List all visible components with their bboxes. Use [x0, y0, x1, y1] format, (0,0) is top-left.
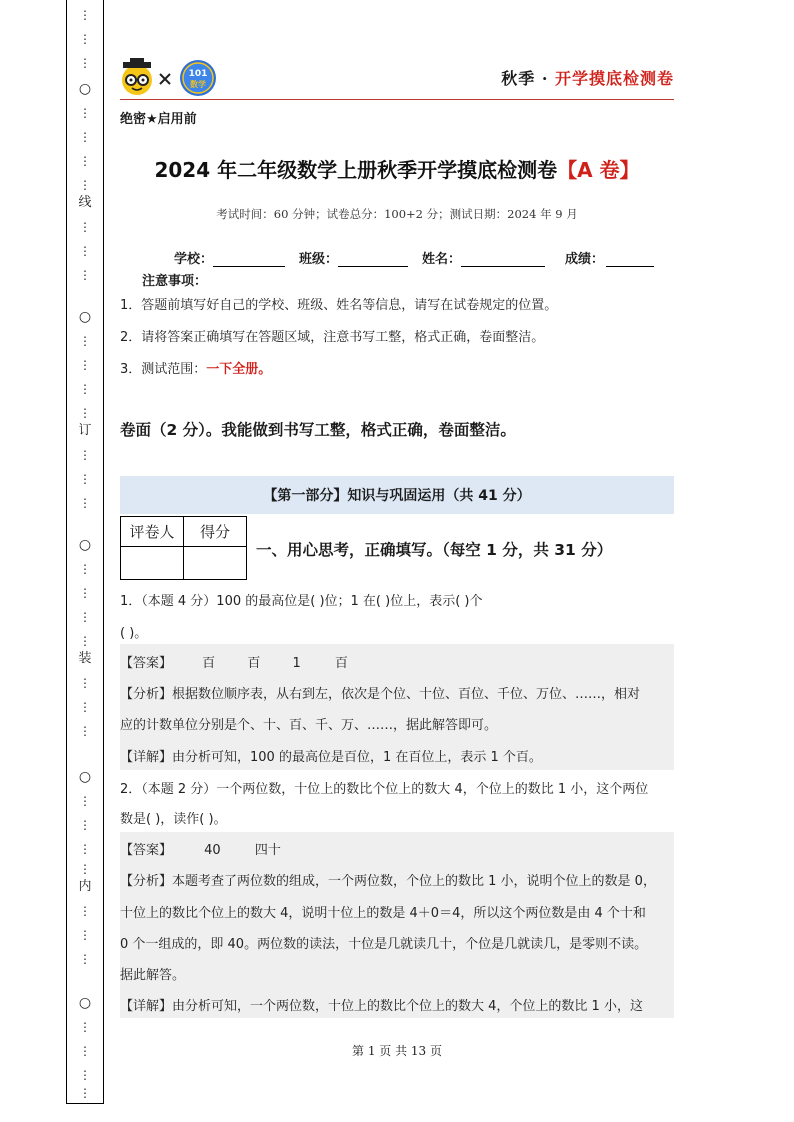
binding-dots: ⋮ [79, 952, 91, 966]
exam-subtitle: 考试时间：60 分钟；试卷总分：100+2 分；测试日期：2024 年 9 月 [216, 207, 578, 221]
notice-item-1: 1．答题前填写好自己的学校、班级、姓名等信息，请写在试卷规定的位置。 [120, 298, 558, 313]
info-score [565, 248, 654, 267]
binding-label: 内 [78, 879, 92, 894]
section-header [120, 476, 674, 514]
test-scope: 一下全册。 [206, 362, 272, 377]
binding-dots: ⋮ [79, 818, 91, 832]
binding-circle: ○ [78, 81, 92, 97]
binding-dots: ⋮ [79, 334, 91, 348]
reviewer-cell[interactable] [121, 547, 184, 580]
binding-dots: ⋮ [79, 610, 91, 624]
info-class [299, 248, 408, 267]
binding-dots: ⋮ [79, 358, 91, 372]
binding-dots: ⋮ [79, 32, 91, 46]
q2-answer-label: 【答案】 [120, 843, 173, 858]
q1-answer-2: 百 [247, 656, 261, 671]
secret-label: 绝密★启用前 [120, 112, 197, 127]
q2-analysis-line-2: 十位上的数比个位上的数大 4，说明十位上的数是 4＋0＝4，所以这个两位数是由 4 个十和 [120, 906, 646, 921]
math-badge-icon [180, 60, 216, 96]
binding-dots: ⋮ [79, 448, 91, 462]
binding-dots: ⋮ [79, 56, 91, 70]
binding-dots: ⋮ [79, 220, 91, 234]
exam-title-tag: 【A 卷】 [557, 158, 640, 182]
cross-icon [160, 74, 170, 84]
binding-dots: ⋮ [79, 8, 91, 22]
header-divider [120, 99, 674, 100]
q2-text-line-1: 2．（本题 2 分）一个两位数，十位上的数比个位上的数大 4，个位上的数比 1 小，这个两位 [120, 782, 649, 797]
q2-analysis-line-1: 【分析】本题考查了两位数的组成，一个两位数，个位上的数比 1 小，说明个位上的数是 0， [120, 874, 656, 889]
binding-label: 线 [78, 195, 92, 210]
header-title [501, 66, 674, 89]
q1-answer-3: 1 [292, 656, 301, 671]
header-title-highlight: 开学摸底检测卷 [554, 69, 674, 88]
binding-dots: ⋮ [79, 1068, 91, 1082]
q1-answer-4: 百 [334, 656, 348, 671]
notice-item-3 [120, 358, 271, 377]
info-class-label: 班级： [299, 252, 339, 267]
binding-circle: ○ [78, 995, 92, 1011]
binding-dots: ⋮ [79, 268, 91, 282]
q2-analysis-line-4: 据此解答。 [120, 968, 186, 983]
header-logo [120, 58, 220, 98]
info-name-label: 姓名： [422, 252, 462, 267]
binding-circle: ○ [78, 309, 92, 325]
q2-text-line-2: 数是( )，读作( )。 [120, 812, 227, 827]
binding-dots: ⋮ [79, 700, 91, 714]
binding-dots: ⋮ [79, 586, 91, 600]
grader-table [120, 516, 247, 580]
q1-answer-line [120, 652, 348, 671]
binding-dots: ⋮ [79, 382, 91, 396]
q2-answer-block [120, 832, 674, 1018]
q2-answer-1: 40 [204, 843, 221, 858]
binding-dots: ⋮ [79, 634, 91, 648]
notice-item-3-prefix: 3．测试范围： [120, 362, 207, 377]
binding-dots: ⋮ [79, 928, 91, 942]
student-info-row [174, 248, 654, 267]
q2-detail: 【详解】由分析可知，一个两位数，十位上的数比个位上的数大 4，个位上的数比 1 小，这 [120, 999, 643, 1014]
q1-analysis-line-2: 应的计数单位分别是个、十、百、千、万、……，据此解答即可。 [120, 718, 498, 733]
binding-dots: ⋮ [79, 496, 91, 510]
binding-dots: ⋮ [79, 106, 91, 120]
q1-answer-label: 【答案】 [120, 656, 173, 671]
exam-title-text: 2024 年二年级数学上册秋季开学摸底检测卷 [154, 158, 558, 182]
binding-circle: ○ [78, 537, 92, 553]
binding-margin [66, 0, 104, 1104]
info-score-label: 成绩： [565, 252, 605, 267]
q1-analysis-line-1: 【分析】根据数位顺序表，从右到左，依次是个位、十位、百位、千位、万位、……，相对 [120, 687, 641, 702]
binding-dots: ⋮ [79, 154, 91, 168]
class-field[interactable] [338, 252, 408, 267]
student-mascot-icon [122, 58, 152, 95]
header-title-prefix: 秋季 · [501, 69, 555, 88]
binding-dots: ⋮ [79, 130, 91, 144]
section-header-text: 【第一部分】知识与巩固运用（共 41 分） [263, 488, 531, 504]
notice-item-2: 2．请将答案正确填写在答题区域，注意书写工整，格式正确，卷面整洁。 [120, 330, 545, 345]
neatness-requirement: 卷面（2 分）。我能做到书写工整，格式正确，卷面整洁。 [120, 421, 516, 439]
binding-dots: ⋮ [79, 472, 91, 486]
binding-dots: ⋮ [79, 724, 91, 738]
info-school-label: 学校： [174, 252, 214, 267]
q1-detail: 【详解】由分析可知，100 的最高位是百位，1 在百位上，表示 1 个百。 [120, 750, 542, 765]
svg-text:101: 101 [188, 69, 208, 79]
binding-dots: ⋮ [79, 794, 91, 808]
exam-title [120, 154, 674, 183]
binding-dots: ⋮ [79, 1020, 91, 1034]
binding-dots: ⋮ [79, 1044, 91, 1058]
notice-title: 注意事项： [142, 274, 208, 289]
score-field[interactable] [606, 252, 654, 267]
q2-answer-line [120, 839, 281, 858]
reviewer-header: 评卷人 [121, 517, 184, 547]
binding-dots: ⋮ [79, 904, 91, 918]
binding-dots: ⋮ [79, 1086, 91, 1100]
info-school [174, 248, 285, 267]
binding-label: 订 [78, 423, 92, 438]
part-title: 一、用心思考，正确填写。（每空 1 分，共 31 分） [256, 541, 613, 559]
q1-answer-1: 百 [202, 656, 216, 671]
q2-answer-2: 四十 [254, 843, 281, 858]
binding-dots: ⋮ [79, 178, 91, 192]
binding-circle: ○ [78, 769, 92, 785]
binding-dots: ⋮ [79, 842, 91, 856]
binding-dots: ⋮ [79, 406, 91, 420]
q1-text-line-1: 1．（本题 4 分）100 的最高位是( )位；1 在( )位上，表示( )个 [120, 594, 483, 609]
binding-dots: ⋮ [79, 862, 91, 876]
q1-text-line-2: ( )。 [120, 626, 148, 641]
q2-analysis-line-3: 0 个一组成的，即 40。两位数的读法，十位是几就读几十，个位是几就读几，是零则不读。 [120, 937, 648, 952]
info-name [422, 248, 545, 267]
page-footer: 第 1 页 共 13 页 [352, 1044, 442, 1058]
binding-dots: ⋮ [79, 676, 91, 690]
binding-label: 装 [78, 651, 92, 666]
binding-dots: ⋮ [79, 244, 91, 258]
score-header: 得分 [184, 517, 247, 547]
score-cell[interactable] [184, 547, 247, 580]
school-field[interactable] [213, 252, 285, 267]
binding-dots: ⋮ [79, 562, 91, 576]
name-field[interactable] [461, 252, 545, 267]
svg-text:数学: 数学 [190, 80, 206, 89]
